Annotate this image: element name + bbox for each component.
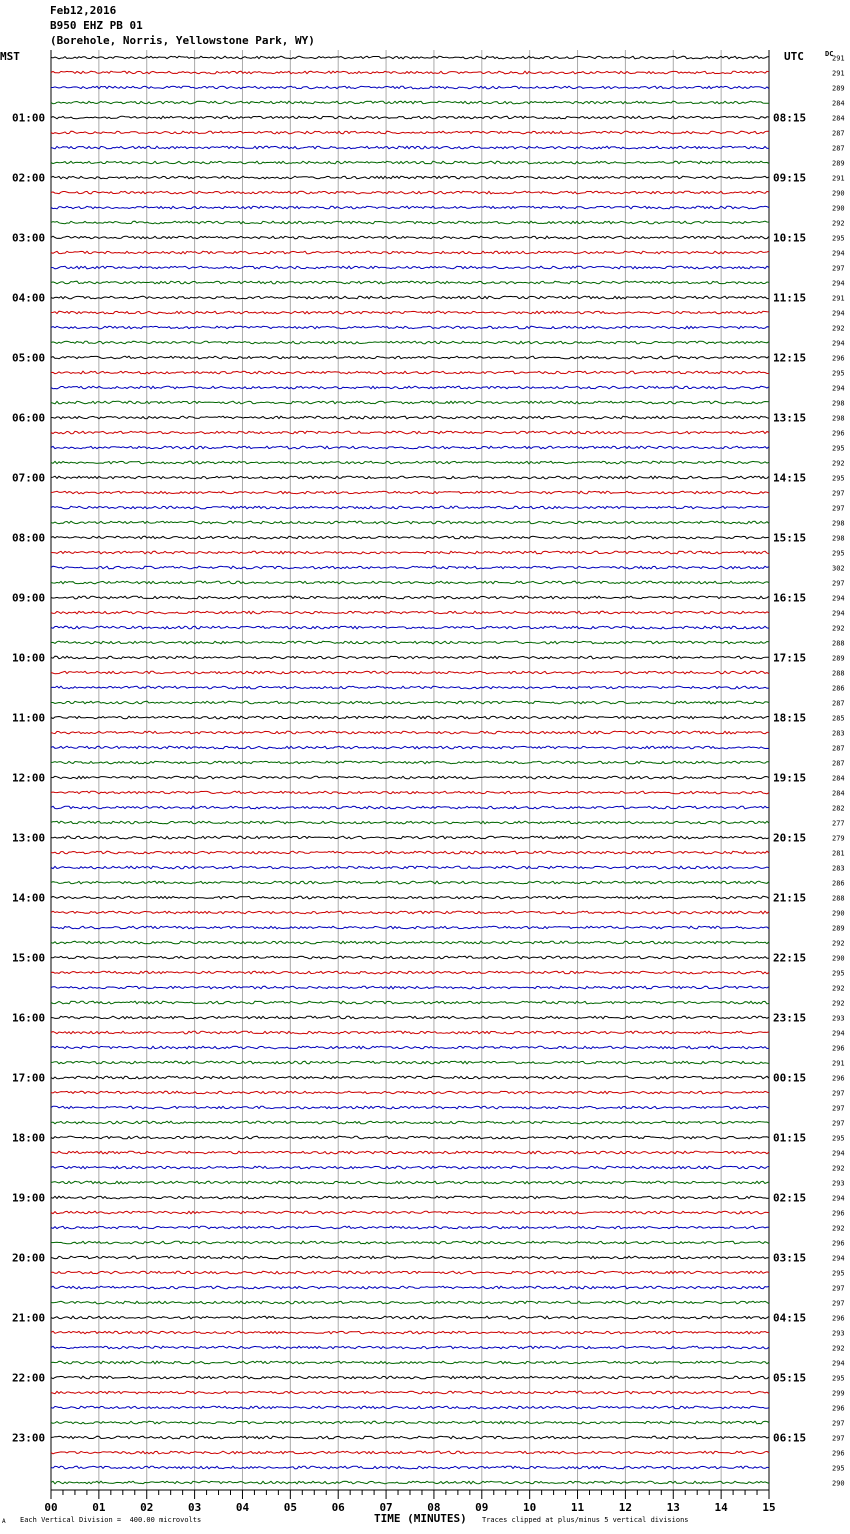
- dc-offset-label: 295: [832, 474, 845, 483]
- dc-offset-label: 290: [832, 1479, 845, 1488]
- seismic-trace: [51, 746, 769, 749]
- seismic-trace: [51, 206, 769, 209]
- seismic-trace: [51, 806, 769, 809]
- mst-hour-label: 16:00: [12, 1011, 46, 1025]
- utc-hour-label: 00:15: [773, 1071, 807, 1085]
- dc-offset-label: 292: [832, 1344, 845, 1353]
- seismic-trace: [51, 1421, 769, 1424]
- seismic-trace: [51, 1151, 769, 1154]
- seismic-trace: [51, 101, 769, 104]
- mst-hour-label: 21:00: [12, 1311, 46, 1325]
- seismic-trace: [51, 1481, 769, 1484]
- seismic-trace: [51, 161, 769, 164]
- seismic-trace: [51, 1016, 769, 1019]
- seismic-trace: [51, 566, 769, 569]
- seismic-trace: [51, 1136, 769, 1139]
- seismic-trace: [51, 56, 769, 59]
- seismic-trace: [51, 701, 769, 704]
- dc-offset-label: 297: [832, 1419, 845, 1428]
- mst-hour-label: 20:00: [12, 1251, 46, 1265]
- utc-hour-label: 09:15: [773, 171, 807, 185]
- dc-offset-label: 283: [832, 729, 845, 738]
- x-tick-label: 03: [187, 1501, 202, 1514]
- dc-offset-label: 289: [832, 654, 845, 663]
- seismic-trace: [51, 1271, 769, 1274]
- dc-offset-label: 297: [832, 1284, 845, 1293]
- dc-offset-label: 297: [832, 1299, 845, 1308]
- dc-offset-label: 297: [832, 1104, 845, 1113]
- utc-hour-label: 15:15: [773, 531, 807, 545]
- utc-hour-label: 17:15: [773, 651, 807, 665]
- seismic-trace: [51, 1361, 769, 1364]
- seismic-trace: [51, 776, 769, 779]
- x-tick-label: 02: [140, 1501, 154, 1514]
- dc-offset-label: 283: [832, 864, 845, 873]
- dc-offset-label: 287: [832, 129, 845, 138]
- dc-offset-label: 296: [832, 1449, 845, 1458]
- mst-hour-label: 10:00: [12, 651, 46, 665]
- seismic-trace: [51, 941, 769, 944]
- seismic-trace: [51, 1211, 769, 1214]
- seismic-trace: [51, 1181, 769, 1184]
- mst-hour-label: 06:00: [12, 411, 46, 425]
- dc-offset-label: 285: [832, 714, 845, 723]
- x-tick-label: 00: [44, 1501, 58, 1514]
- x-tick-label: 07: [379, 1501, 393, 1514]
- seismic-trace: [51, 1391, 769, 1394]
- dc-offset-label: 287: [832, 744, 845, 753]
- dc-offset-label: 295: [832, 1464, 845, 1473]
- dc-offset-label: 288: [832, 894, 845, 903]
- seismic-trace: [51, 716, 769, 719]
- x-tick-label: 01: [92, 1501, 106, 1514]
- seismic-trace: [51, 1121, 769, 1124]
- dc-offset-label: 295: [832, 549, 845, 558]
- dc-offset-label: 296: [832, 354, 845, 363]
- seismic-trace: [51, 1406, 769, 1409]
- seismic-trace: [51, 1301, 769, 1304]
- dc-offset-label: 288: [832, 669, 845, 678]
- seismic-trace: [51, 1106, 769, 1109]
- seismic-trace: [51, 1001, 769, 1004]
- utc-hour-label: 10:15: [773, 231, 807, 245]
- seismic-trace: [51, 671, 769, 674]
- utc-hour-label: 23:15: [773, 1011, 807, 1025]
- seismic-trace: [51, 821, 769, 824]
- dc-offset-label: 295: [832, 1134, 845, 1143]
- utc-hour-label: 12:15: [773, 351, 807, 365]
- dc-offset-label: 289: [832, 84, 845, 93]
- right-timezone-label: UTC: [784, 50, 804, 63]
- dc-offset-label: 296: [832, 1404, 845, 1413]
- dc-offset-label: 290: [832, 189, 845, 198]
- utc-hour-label: 14:15: [773, 471, 807, 485]
- seismic-trace: [51, 911, 769, 914]
- scale-note: Each Vertical Division = 400.00 microvolts: [20, 1516, 202, 1524]
- mst-hour-label: 02:00: [12, 171, 46, 185]
- seismic-trace: [51, 1286, 769, 1289]
- dc-offset-label: 295: [832, 1269, 845, 1278]
- dc-offset-label: 292: [832, 324, 845, 333]
- seismic-trace: [51, 1436, 769, 1439]
- dc-offset-label: 287: [832, 759, 845, 768]
- x-axis-title: TIME (MINUTES): [374, 1512, 467, 1525]
- seismic-trace: [51, 191, 769, 194]
- dc-offset-label: 294: [832, 1194, 845, 1203]
- seismic-trace: [51, 116, 769, 119]
- x-tick-label: 14: [714, 1501, 728, 1514]
- seismic-trace: [51, 881, 769, 884]
- seismic-trace: [51, 251, 769, 254]
- seismic-trace: [51, 971, 769, 974]
- x-tick-label: 10: [523, 1501, 537, 1514]
- dc-offset-label: 289: [832, 924, 845, 933]
- dc-offset-label: 284: [832, 99, 845, 108]
- seismic-trace: [51, 371, 769, 374]
- x-tick-label: 08: [427, 1501, 441, 1514]
- seismic-trace: [51, 896, 769, 899]
- station-id: B950 EHZ PB 01: [50, 19, 143, 32]
- utc-hour-label: 06:15: [773, 1431, 807, 1445]
- dc-offset-label: 284: [832, 789, 845, 798]
- dc-offset-label: 287: [832, 699, 845, 708]
- dc-offset-label: 291: [832, 54, 845, 63]
- dc-offset-label: 296: [832, 1209, 845, 1218]
- dc-offset-label: 294: [832, 339, 845, 348]
- x-tick-label: 11: [570, 1501, 585, 1514]
- dc-offset-label: 284: [832, 114, 845, 123]
- dc-offset-label: 298: [832, 399, 845, 408]
- dc-offset-label: 292: [832, 1164, 845, 1173]
- dc-offset-label: 297: [832, 1119, 845, 1128]
- dc-offset-label: 287: [832, 144, 845, 153]
- dc-offset-label: 294: [832, 609, 845, 618]
- mst-hour-label: 05:00: [12, 351, 46, 365]
- seismic-trace: [51, 521, 769, 524]
- seismic-trace: [51, 956, 769, 959]
- seismic-trace: [51, 311, 769, 314]
- dc-offset-label: 302: [832, 564, 845, 573]
- dc-offset-label: 295: [832, 444, 845, 453]
- seismic-trace: [51, 1346, 769, 1349]
- mst-hour-label: 18:00: [12, 1131, 46, 1145]
- seismic-trace: [51, 581, 769, 584]
- seismic-trace: [51, 536, 769, 539]
- seismic-trace: [51, 131, 769, 134]
- dc-offset-label: 294: [832, 1149, 845, 1158]
- x-tick-label: 12: [618, 1501, 633, 1514]
- dc-offset-label: 294: [832, 249, 845, 258]
- dc-column-label: DC: [825, 50, 834, 58]
- seismic-trace: [51, 1316, 769, 1319]
- dc-offset-label: 294: [832, 1029, 845, 1038]
- dc-offset-label: 284: [832, 774, 845, 783]
- seismic-trace: [51, 356, 769, 359]
- seismic-trace: [51, 296, 769, 299]
- dc-offset-label: 292: [832, 939, 845, 948]
- x-tick-label: 15: [762, 1501, 776, 1514]
- x-tick-label: 06: [331, 1501, 345, 1514]
- dc-offset-label: 297: [832, 264, 845, 273]
- mst-hour-label: 03:00: [12, 231, 46, 245]
- utc-hour-label: 01:15: [773, 1131, 807, 1145]
- mst-hour-label: 15:00: [12, 951, 46, 965]
- clip-note: Traces clipped at plus/minus 5 vertical divisions: [482, 1516, 689, 1524]
- seismic-trace: [51, 431, 769, 434]
- dc-offset-label: 297: [832, 1434, 845, 1443]
- seismic-trace: [51, 221, 769, 224]
- utc-hour-label: 13:15: [773, 411, 807, 425]
- seismic-trace: [51, 476, 769, 479]
- dc-offset-label: 286: [832, 684, 845, 693]
- utc-hour-label: 19:15: [773, 771, 807, 785]
- seismic-trace: [51, 551, 769, 554]
- dc-offset-label: 282: [832, 804, 845, 813]
- dc-offset-label: 292: [832, 1224, 845, 1233]
- dc-offset-label: 281: [832, 849, 845, 858]
- dc-offset-label: 292: [832, 999, 845, 1008]
- seismic-trace: [51, 686, 769, 689]
- seismic-trace: [51, 1031, 769, 1034]
- seismic-trace: [51, 1061, 769, 1064]
- dc-offset-label: 294: [832, 1359, 845, 1368]
- dc-offset-label: 297: [832, 504, 845, 513]
- mst-hour-label: 01:00: [12, 111, 46, 125]
- dc-offset-label: 294: [832, 384, 845, 393]
- dc-offset-label: 292: [832, 984, 845, 993]
- seismic-trace: [51, 791, 769, 794]
- dc-offset-label: 296: [832, 1314, 845, 1323]
- dc-offset-label: 295: [832, 1374, 845, 1383]
- utc-hour-label: 08:15: [773, 111, 807, 125]
- dc-offset-label: 290: [832, 909, 845, 918]
- utc-hour-label: 11:15: [773, 291, 807, 305]
- seismic-trace: [51, 71, 769, 74]
- plot-date: Feb12,2016: [50, 4, 117, 17]
- seismic-trace: [51, 1451, 769, 1454]
- seismic-trace: [51, 506, 769, 509]
- seismic-trace: [51, 1091, 769, 1094]
- mst-hour-label: 14:00: [12, 891, 46, 905]
- mst-hour-label: 17:00: [12, 1071, 46, 1085]
- dc-offset-label: 296: [832, 1239, 845, 1248]
- mst-hour-label: 04:00: [12, 291, 46, 305]
- seismic-trace: [51, 236, 769, 239]
- seismic-trace: [51, 926, 769, 929]
- x-tick-label: 05: [283, 1501, 297, 1514]
- utc-hour-label: 02:15: [773, 1191, 807, 1205]
- seismic-trace: [51, 1166, 769, 1169]
- dc-offset-label: 294: [832, 279, 845, 288]
- dc-offset-label: 286: [832, 879, 845, 888]
- seismic-trace: [51, 416, 769, 419]
- seismic-trace: [51, 386, 769, 389]
- seismic-trace: [51, 986, 769, 989]
- seismic-trace: [51, 761, 769, 764]
- dc-offset-label: 292: [832, 219, 845, 228]
- seismic-trace: [51, 461, 769, 464]
- utc-hour-label: 03:15: [773, 1251, 807, 1265]
- seismic-trace: [51, 1196, 769, 1199]
- dc-offset-label: 293: [832, 1329, 845, 1338]
- seismic-trace: [51, 86, 769, 89]
- utc-hour-label: 20:15: [773, 831, 807, 845]
- utc-hour-label: 16:15: [773, 591, 807, 605]
- dc-offset-label: 290: [832, 204, 845, 213]
- seismic-trace: [51, 1046, 769, 1049]
- dc-offset-label: 295: [832, 969, 845, 978]
- dc-offset-label: 294: [832, 309, 845, 318]
- seismic-trace: [51, 836, 769, 839]
- mst-hour-label: 07:00: [12, 471, 46, 485]
- mst-hour-label: 19:00: [12, 1191, 46, 1205]
- mst-hour-label: 08:00: [12, 531, 46, 545]
- seismic-trace: [51, 596, 769, 599]
- seismic-trace: [51, 1331, 769, 1334]
- seismic-trace: [51, 656, 769, 659]
- seismic-trace: [51, 446, 769, 449]
- dc-offset-label: 291: [832, 174, 845, 183]
- dc-offset-label: 295: [832, 234, 845, 243]
- seismic-trace: [51, 626, 769, 629]
- seismic-trace: [51, 611, 769, 614]
- dc-offset-label: 298: [832, 519, 845, 528]
- x-tick-label: 09: [475, 1501, 489, 1514]
- mst-hour-label: 11:00: [12, 711, 46, 725]
- dc-offset-label: 297: [832, 1089, 845, 1098]
- mst-hour-label: 23:00: [12, 1431, 46, 1445]
- mst-hour-label: 13:00: [12, 831, 46, 845]
- dc-offset-label: 298: [832, 414, 845, 423]
- dc-offset-label: 277: [832, 819, 845, 828]
- seismic-trace: [51, 851, 769, 854]
- dc-offset-label: 291: [832, 1059, 845, 1068]
- seismic-trace: [51, 1241, 769, 1244]
- seismic-trace: [51, 1256, 769, 1259]
- dc-offset-label: 296: [832, 429, 845, 438]
- utc-hour-label: 04:15: [773, 1311, 807, 1325]
- dc-offset-label: 292: [832, 624, 845, 633]
- dc-offset-label: 291: [832, 294, 845, 303]
- seismic-trace: [51, 641, 769, 644]
- seismic-trace: [51, 1076, 769, 1079]
- utc-hour-label: 18:15: [773, 711, 807, 725]
- seismic-trace: [51, 326, 769, 329]
- mst-hour-label: 12:00: [12, 771, 46, 785]
- utc-hour-label: 22:15: [773, 951, 807, 965]
- dc-offset-label: 288: [832, 639, 845, 648]
- dc-offset-label: 293: [832, 1179, 845, 1188]
- seismic-trace: [51, 341, 769, 344]
- dc-offset-label: 294: [832, 1254, 845, 1263]
- seismic-trace: [51, 1376, 769, 1379]
- seismic-trace: [51, 401, 769, 404]
- dc-offset-label: 299: [832, 1389, 845, 1398]
- dc-offset-label: 296: [832, 1044, 845, 1053]
- x-tick-label: 13: [666, 1501, 680, 1514]
- utc-hour-label: 21:15: [773, 891, 807, 905]
- dc-offset-label: 297: [832, 489, 845, 498]
- seismic-trace: [51, 731, 769, 734]
- dc-offset-label: 290: [832, 954, 845, 963]
- seismic-trace: [51, 1226, 769, 1229]
- seismic-trace: [51, 1466, 769, 1469]
- mst-hour-label: 09:00: [12, 591, 46, 605]
- seismic-trace: [51, 266, 769, 269]
- dc-offset-label: 293: [832, 1014, 845, 1023]
- dc-offset-label: 296: [832, 1074, 845, 1083]
- corner-mark: A: [2, 1518, 6, 1525]
- dc-offset-label: 294: [832, 594, 845, 603]
- dc-offset-label: 289: [832, 159, 845, 168]
- seismic-trace: [51, 491, 769, 494]
- utc-hour-label: 05:15: [773, 1371, 807, 1385]
- dc-offset-label: 279: [832, 834, 845, 843]
- dc-offset-label: 297: [832, 579, 845, 588]
- seismic-trace: [51, 176, 769, 179]
- left-timezone-label: MST: [0, 50, 20, 63]
- dc-offset-label: 295: [832, 369, 845, 378]
- seismic-trace: [51, 281, 769, 284]
- dc-offset-label: 291: [832, 69, 845, 78]
- mst-hour-label: 22:00: [12, 1371, 46, 1385]
- station-location: (Borehole, Norris, Yellowstone Park, WY): [50, 34, 315, 47]
- dc-offset-label: 298: [832, 534, 845, 543]
- dc-offset-label: 292: [832, 459, 845, 468]
- x-tick-label: 04: [235, 1501, 250, 1514]
- seismic-trace: [51, 146, 769, 149]
- seismic-trace: [51, 866, 769, 869]
